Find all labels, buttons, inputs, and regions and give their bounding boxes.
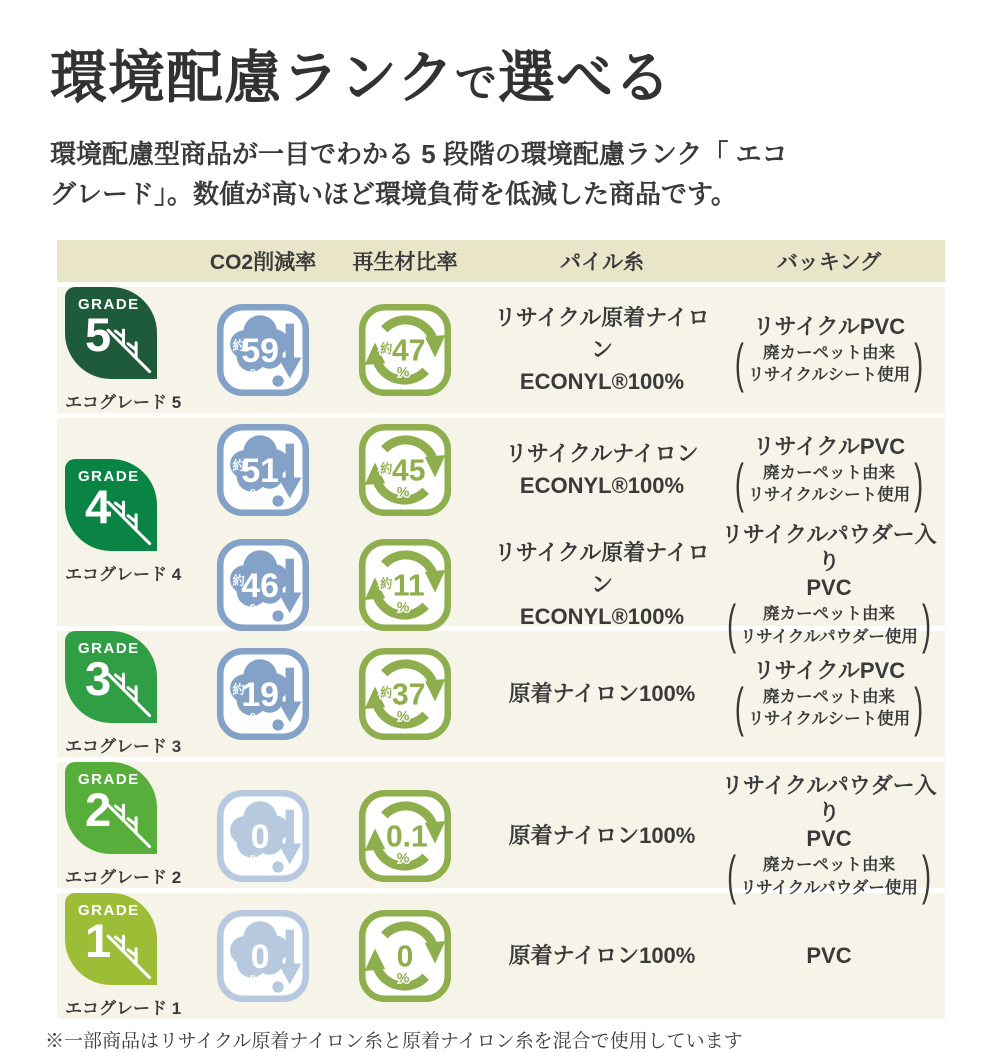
leaf-badge-icon — [65, 459, 157, 551]
grade-5-block — [57, 287, 945, 413]
svg-text:51: 51 — [241, 452, 280, 491]
svg-text:%: % — [396, 598, 410, 615]
grade-word: GRADE — [78, 902, 140, 920]
grade-word: GRADE — [78, 640, 140, 658]
svg-text:%: % — [249, 486, 264, 504]
svg-text:%: % — [249, 710, 264, 728]
open-paren: ( — [727, 845, 737, 906]
close-paren: ) — [914, 453, 924, 514]
svg-text:約: 約 — [380, 576, 393, 591]
backing-cell: リサイクルパウダー入り PVC ( 廃カーペット由来 リサイクルパウダー使用 ) — [721, 522, 937, 655]
intro-line-1: 環境配慮型商品が一目でわかる 5 段階の環境配慮ランク「 エコ — [50, 138, 788, 169]
title-part-2: で — [454, 59, 498, 106]
grade-1-badge-col — [57, 893, 207, 1019]
table-row — [207, 642, 945, 746]
svg-text:0.1: 0.1 — [385, 820, 428, 854]
pile-yarn-cell: リサイクル原着ナイロン ECONYL®100% — [494, 540, 710, 629]
header-cell-co2: CO2削減率 — [209, 251, 317, 275]
pile-yarn-cell: 原着ナイロン100% — [508, 823, 696, 849]
open-paren: ( — [734, 453, 744, 514]
leaf-badge-icon — [65, 893, 157, 985]
grade-4-badge-col — [57, 418, 207, 626]
svg-text:0: 0 — [250, 938, 270, 977]
co2-cloud-down-arrow-icon — [216, 423, 310, 517]
grade-2-block — [57, 762, 945, 906]
svg-text:約: 約 — [380, 461, 393, 476]
svg-text:約: 約 — [380, 685, 393, 700]
close-paren: ) — [914, 677, 924, 738]
grade-5-badge-col — [57, 287, 207, 413]
close-paren: ) — [921, 845, 931, 906]
header-cell-pile: パイル糸 — [560, 251, 644, 275]
leaf-badge-icon — [65, 762, 157, 854]
svg-text:約: 約 — [232, 459, 245, 474]
backing-cell: PVC — [806, 942, 852, 968]
open-paren: ( — [734, 333, 744, 394]
svg-text:0: 0 — [250, 818, 270, 857]
svg-text:%: % — [396, 849, 410, 866]
svg-text:0: 0 — [396, 940, 414, 974]
svg-text:46: 46 — [241, 567, 280, 606]
pile-yarn-cell: リサイクルナイロン ECONYL®100% — [505, 441, 699, 499]
grade-word: GRADE — [78, 296, 140, 314]
svg-text:約: 約 — [380, 341, 393, 356]
leaf-badge-icon — [65, 287, 157, 379]
leaf-twig-icon — [101, 798, 155, 852]
title-part-3: 選べる — [497, 46, 672, 110]
svg-text:%: % — [249, 972, 264, 990]
svg-text:約: 約 — [232, 573, 245, 588]
backing-cell: リサイクルパウダー入り PVC ( 廃カーペット由来 リサイクルパウダー使用 ) — [721, 773, 937, 906]
grade-caption: エコグレード 1 — [65, 999, 182, 1019]
footnote: ※一部商品はリサイクル原着ナイロン糸と原着ナイロン糸を混合で使用しています — [45, 1031, 743, 1053]
pile-yarn-cell: リサイクル原着ナイロン ECONYL®100% — [494, 305, 710, 395]
leaf-twig-icon — [101, 667, 155, 721]
grade-number: 2 — [85, 783, 112, 837]
title-part-1: 環境配慮ランク — [50, 46, 455, 110]
header-cell-backing: バッキング — [776, 251, 882, 275]
grade-1-block — [57, 893, 945, 1019]
grade-number: 4 — [85, 480, 112, 534]
recycle-arrows-icon — [358, 789, 452, 883]
recycle-arrows-icon — [358, 538, 452, 632]
grade-caption: エコグレード 3 — [65, 737, 182, 757]
leaf-twig-icon — [101, 495, 155, 549]
table-row — [207, 773, 945, 906]
table-row — [207, 522, 945, 655]
co2-cloud-down-arrow-icon — [216, 303, 310, 397]
backing-cell: リサイクルPVC ( 廃カーペット由来 リサイクルシート使用 ) — [713, 658, 945, 731]
backing-cell: リサイクルPVC ( 廃カーペット由来 リサイクルシート使用 ) — [713, 434, 945, 507]
co2-cloud-down-arrow-icon — [216, 909, 310, 1003]
svg-text:37: 37 — [392, 678, 426, 712]
leaf-badge-icon — [65, 631, 157, 723]
svg-text:%: % — [396, 363, 410, 380]
svg-text:%: % — [249, 601, 264, 619]
grade-number: 3 — [85, 652, 112, 706]
table-row — [207, 906, 945, 1006]
close-paren: ) — [921, 594, 931, 655]
recycle-arrows-icon — [358, 423, 452, 517]
svg-text:47: 47 — [392, 334, 426, 368]
svg-text:59: 59 — [241, 332, 280, 371]
grade-word: GRADE — [78, 468, 140, 486]
grade-3-badge-col — [57, 631, 207, 757]
pile-yarn-cell: 原着ナイロン100% — [508, 681, 696, 707]
eco-grade-table — [57, 240, 945, 1019]
open-paren: ( — [734, 677, 744, 738]
co2-cloud-down-arrow-icon — [216, 789, 310, 883]
svg-text:%: % — [249, 852, 264, 870]
grade-caption: エコグレード 5 — [65, 393, 182, 413]
open-paren: ( — [727, 594, 737, 655]
svg-text:19: 19 — [241, 676, 280, 715]
svg-text:%: % — [249, 366, 264, 384]
leaf-twig-icon — [101, 323, 155, 377]
grade-4-block — [57, 418, 945, 655]
recycle-arrows-icon — [358, 909, 452, 1003]
pile-yarn-cell: 原着ナイロン100% — [508, 943, 696, 969]
grade-caption: エコグレード 2 — [65, 868, 182, 888]
grade-3-block — [57, 631, 945, 757]
table-row — [207, 418, 945, 522]
svg-text:11: 11 — [392, 569, 425, 603]
svg-text:%: % — [396, 483, 410, 500]
grade-number: 1 — [85, 914, 112, 968]
svg-text:%: % — [396, 969, 410, 986]
co2-cloud-down-arrow-icon — [216, 538, 310, 632]
grade-number: 5 — [85, 308, 112, 362]
table-row — [207, 297, 945, 403]
leaf-twig-icon — [101, 929, 155, 983]
grade-2-badge-col — [57, 762, 207, 888]
header-cell-recycle: 再生材比率 — [352, 251, 458, 275]
svg-text:約: 約 — [232, 339, 245, 354]
grade-word: GRADE — [78, 771, 140, 789]
svg-text:45: 45 — [392, 454, 426, 488]
grade-caption: エコグレード 4 — [65, 565, 182, 585]
intro-line-2: グレード」。数値が高いほど環境負荷を低減した商品です。 — [50, 178, 737, 209]
svg-text:%: % — [396, 707, 410, 724]
intro-text — [50, 134, 950, 215]
table-header-row — [57, 240, 945, 282]
svg-text:約: 約 — [232, 683, 245, 698]
co2-cloud-down-arrow-icon — [216, 647, 310, 741]
recycle-arrows-icon — [358, 647, 452, 741]
recycle-arrows-icon — [358, 303, 452, 397]
page-title — [50, 46, 950, 112]
close-paren: ) — [914, 333, 924, 394]
backing-cell: リサイクルPVC ( 廃カーペット由来 リサイクルシート使用 ) — [713, 314, 945, 387]
